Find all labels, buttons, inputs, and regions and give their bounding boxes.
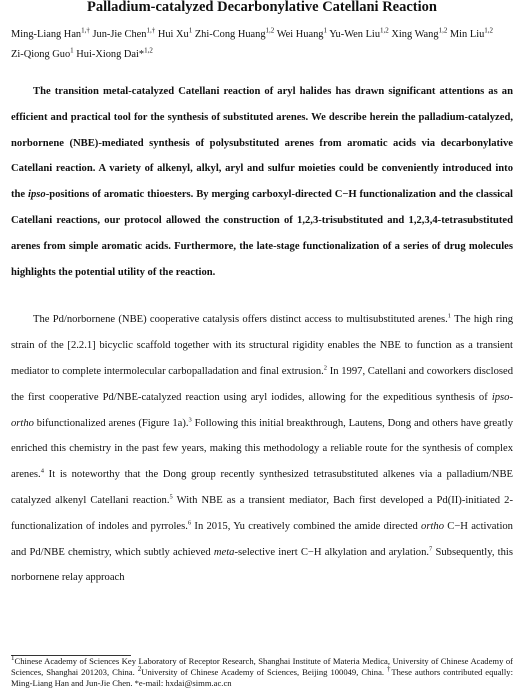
citation[interactable]: 5 [169, 493, 173, 501]
author: Min Liu$^{1,2}$ [449, 26, 494, 40]
author: Zhi-Cong Huang$^{1,2}$ [194, 26, 275, 40]
footnote-affiliations: $^1$Chinese Academy of Sciences Key Laboratory of Receptor Research, Shanghai Institute of Materia Medica, University of Chinese Academy of Sciences, Shanghai 201203, China. $^2$University of Chinese Academy of Sciences, Beijing 100049, China. †These authors contributed equally: Ming-Liang Han and Jun-Jie Chen. *e-mail: hxdai@simm.ac.cn [11, 654, 513, 688]
author: Yu-Wen Liu$^{1,2}$ [329, 26, 389, 40]
citation[interactable]: 3 [188, 416, 192, 424]
abstract: The transition metal-catalyzed Catellani reaction of aryl halides has drawn significant attentions as an efficient and practical tool for the synthesis of substituted arenes. We describe herein the palladium-catalyzed, norbornene (NBE)-mediated synthesis of polysubstituted arenes from aromatic acids via decarbonylative Catellani reaction. A variety of alkenyl, alkyl, aryl and sulfur moieties could be conveniently introduced into the ipso-positions of aromatic thioesters. By merging carboxyl-directed C−H functionalization and the classical Catellani reactions, our protocol allowed the construction of 1,2,3-trisubstituted and 1,2,3,4-tetrasubstituted arenes from simple aromatic acids. Furthermore, the late-stage functionalization of a series of drug molecules highlights the potential utility of the reaction. [11, 86, 513, 278]
author: Zi-Qiong Guo$^1$ [11, 46, 74, 60]
author: Hui-Xiong Dai*$^{1,2}$ [76, 46, 153, 60]
body-paragraph: The Pd/norbornene (NBE) cooperative catalysis offers distinct access to multisubstituted arenes.$^1$ The high ring strain of the [2.2.1] bicyclic scaffold together with its structural rigidity enables the NBE to function as a transient mediator to complete intermolecular carbopalladation and final extrusion.$^2$ In 1997, Catellani and coworkers disclosed the first cooperative Pd/NBE-catalyzed reaction using aryl iodides, allowing for the expeditious synthesis of ipso-ortho bifunctionalized arenes (Figure 1a).$^3$ Following this initial breakthrough, Lautens, Dong and others have greatly enriched this chemistry in the past few years, making this methodology a reliable route for the synthesis of complex arenes.$^4$ It is noteworthy that the Dong group recently synthesized tetrasubstituted alkenes via a palladium/NBE catalyzed alkenyl Catellani reaction.$^5$ With NBE as a transient mediator, Bach first developed a Pd(II)-initiated 2-functionalization of indoles and pyrroles.$^6$ In 2015, Yu creatively combined the amide directed ortho C−H activation and Pd/NBE chemistry, which subtly achieved meta-selective inert C−H alkylation and arylation.$^7$ Subsequently, this norbornene relay approach [11, 312, 514, 584]
author: Xing Wang$^{1,2}$ [391, 26, 448, 40]
author: Hui Xu$^1$ [157, 26, 193, 40]
citation[interactable]: 1 [447, 312, 451, 320]
author: Jun-Jie Chen$^{1,\dagger}$ [92, 26, 156, 40]
footnotes [11, 656, 513, 688]
author-list [11, 25, 513, 65]
citation[interactable]: 6 [187, 519, 192, 527]
author: Ming-Liang Han$^{1,\dagger}$ [11, 26, 90, 40]
citation[interactable]: 4 [40, 467, 44, 475]
citation[interactable]: 7 [429, 545, 433, 553]
paper-title: Palladium-catalyzed Decarbonylative Catellani Reaction [87, 0, 437, 15]
citation[interactable]: 2 [323, 364, 328, 372]
author: Wei Huang$^1$ [276, 26, 327, 40]
